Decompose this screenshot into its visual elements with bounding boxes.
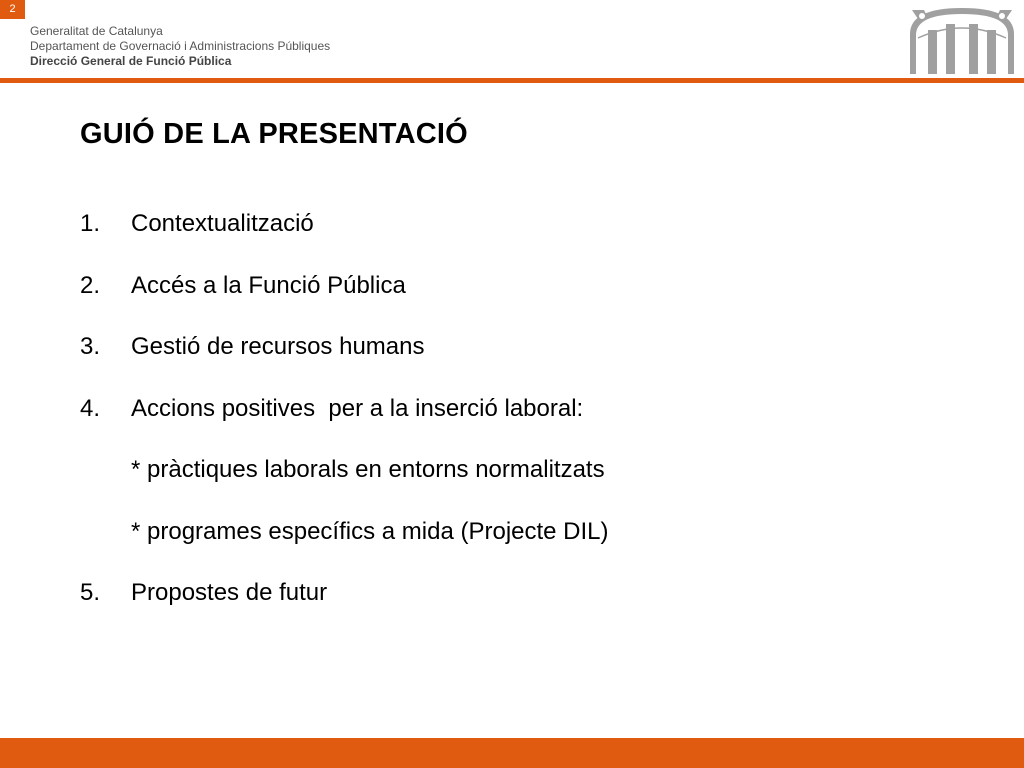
agenda-item-text: Contextualització [131,210,314,237]
institution-header [30,24,330,69]
agenda-subitem-text: * pràctiques laborals en entorns normalitzats [131,456,605,483]
generalitat-logo-icon [906,4,1018,75]
agenda-subitem-text: * programes específics a mida (Projecte DIL) [131,517,609,545]
header-divider [0,78,1024,83]
agenda-item-number: 2. [80,271,101,299]
directorate-name: Direcció General de Funció Pública [30,54,232,68]
agenda-item-number: 5. [80,579,101,606]
agenda-item-number: 1. [80,210,101,237]
agenda-item-number: 3. [80,333,101,360]
page-number-badge: 2 [0,0,25,19]
slide-title: GUIÓ DE LA PRESENTACIÓ [80,118,468,150]
institution-name: Generalitat de Catalunya [30,24,163,38]
agenda-item-text: Accés a la Funció Pública [131,271,406,299]
agenda-item-number: 4. [80,394,101,422]
agenda-item-text: Gestió de recursos humans [131,333,425,360]
agenda-item-text: Accions positives per a la inserció laboral: [131,394,584,422]
agenda-item-text: Propostes de futur [131,579,328,606]
footer-band [0,738,1024,768]
department-name: Departament de Governació i Administracions Públiques [30,39,331,53]
